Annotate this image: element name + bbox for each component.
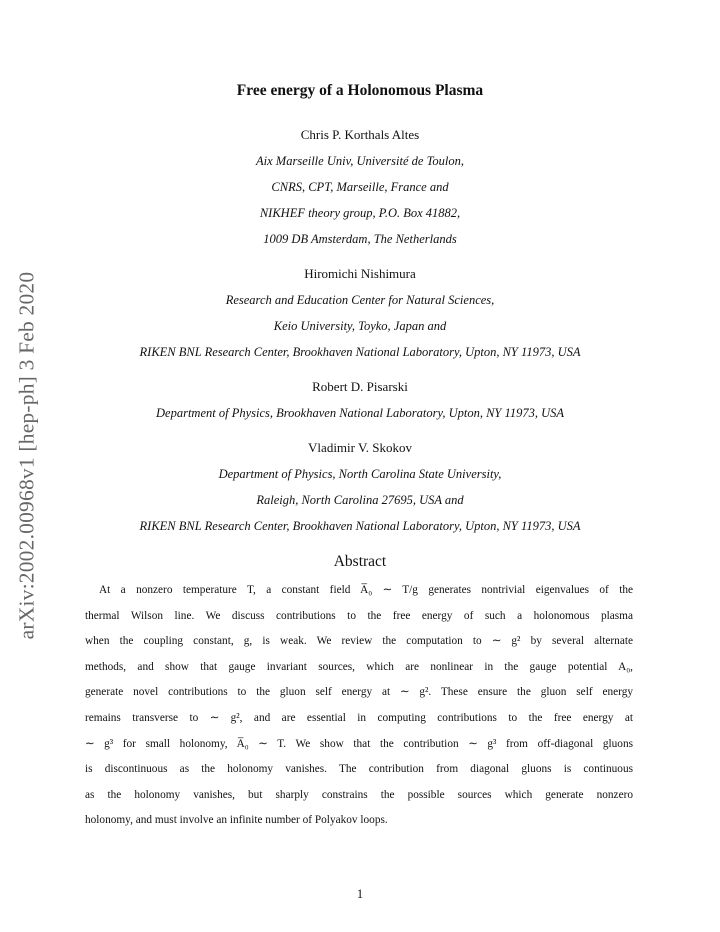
author-affiliation-line: RIKEN BNL Research Center, Brookhaven National Laboratory, Upton, NY 11973, USA: [139, 345, 581, 359]
abstract-line: holonomy, and must involve an infinite number of Polyakov loops.: [85, 814, 388, 827]
abstract-line: thermal Wilson line. We discuss contributions to the free energy of such a holonomous plasma: [85, 609, 633, 622]
abstract-line: is discontinuous as the holonomy vanishes. The contribution from diagonal gluons is continuous: [85, 763, 633, 776]
abstract-line: as the holonomy vanishes, but sharply constrains the possible sources which generate nonzero: [85, 788, 633, 801]
author-name: Vladimir V. Skokov: [308, 440, 412, 455]
abstract-line: methods, and show that gauge invariant sources, which are nonlinear in the gauge potential A₀,: [85, 660, 633, 673]
author-affiliation-line: Department of Physics, Brookhaven National Laboratory, Upton, NY 11973, USA: [156, 406, 564, 420]
abstract-line: ∼ g³ for small holonomy, A̅₀ ∼ T. We show that the contribution ∼ g³ from off-diagonal gluons: [85, 737, 633, 750]
author-list: [0, 122, 720, 548]
author-affiliation-line: Raleigh, North Carolina 27695, USA and: [256, 493, 464, 507]
author-block: [0, 435, 720, 539]
abstract-line: generate novel contributions to the gluon self energy at ∼ g². These ensure the gluon self energy: [85, 686, 633, 699]
author-block: [0, 261, 720, 365]
abstract-line: At a nonzero temperature T, a constant field A̅₀ ∼ T/g generates nontrivial eigenvalues of the: [99, 584, 633, 596]
paper-title: Free energy of a Holonomous Plasma: [236, 82, 484, 99]
author-affiliation-line: RIKEN BNL Research Center, Brookhaven National Laboratory, Upton, NY 11973, USA: [139, 519, 581, 533]
author-affiliation-line: CNRS, CPT, Marseille, France and: [271, 180, 449, 194]
author-affiliation-line: Keio University, Toyko, Japan and: [273, 319, 447, 333]
author-name: Hiromichi Nishimura: [304, 266, 416, 281]
author-affiliation-line: NIKHEF theory group, P.O. Box 41882,: [259, 206, 461, 220]
author-block: [0, 374, 720, 426]
author-block: [0, 122, 720, 252]
page-number: 1: [356, 887, 364, 901]
abstract-line: when the coupling constant, g, is weak. We review the computation to ∼ g² by several alternate: [85, 635, 633, 648]
author-affiliation-line: 1009 DB Amsterdam, The Netherlands: [263, 232, 457, 246]
arxiv-identifier-text: arXiv:2002.00968v1 [hep-ph] 3 Feb 2020: [14, 271, 39, 639]
abstract-line: remains transverse to ∼ g², and are essential in computing contributions to the free energy at: [85, 711, 633, 724]
abstract-heading: Abstract: [333, 553, 387, 570]
author-name: Robert D. Pisarski: [312, 379, 408, 394]
author-affiliation-line: Aix Marseille Univ, Université de Toulon,: [256, 154, 464, 168]
author-affiliation-line: Research and Education Center for Natural Sciences,: [225, 293, 495, 307]
author-name: Chris P. Korthals Altes: [300, 127, 420, 142]
abstract-body: [85, 578, 633, 834]
author-affiliation-line: Department of Physics, North Carolina State University,: [218, 467, 502, 481]
